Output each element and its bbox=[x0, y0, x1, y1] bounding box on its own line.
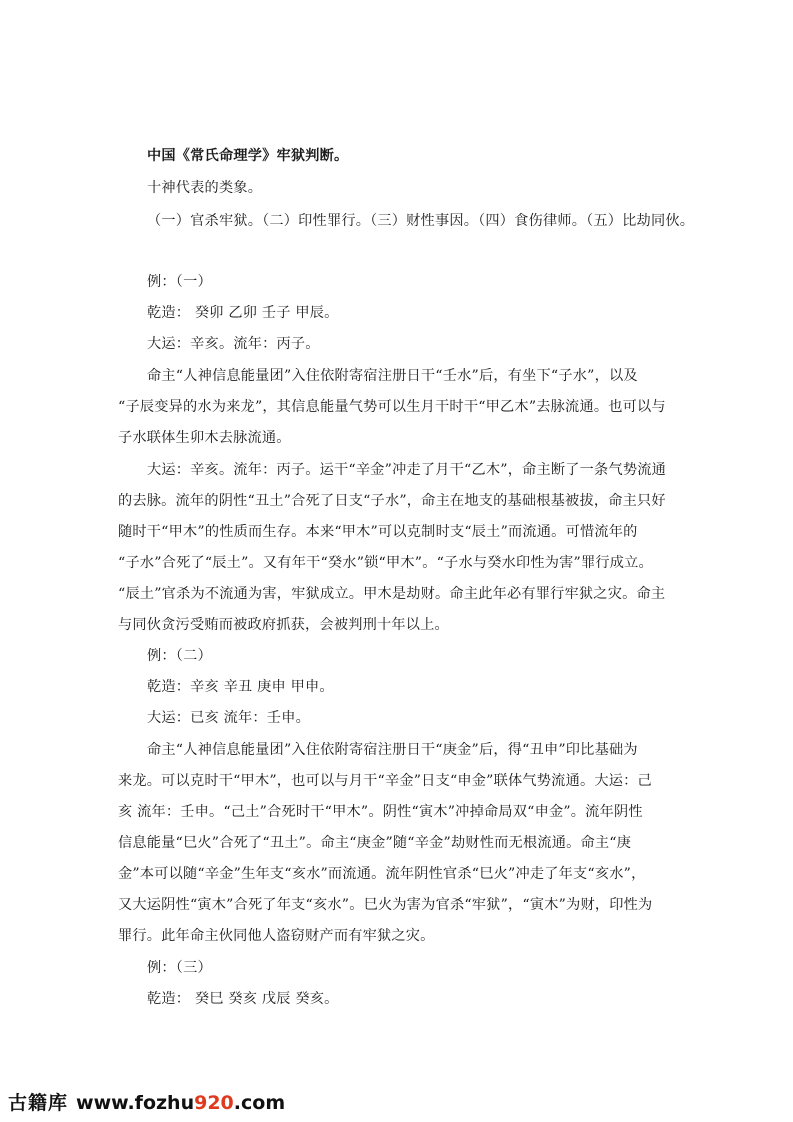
paragraph-line: “辰土”官杀为不流通为害，牢狱成立。甲木是劫财。命主此年必有罪行牢狱之灾。命主 bbox=[118, 586, 666, 602]
paragraph-line: 命主“人神信息能量团”入住依附寄宿注册日干“壬水”后，有坐下“子水”，以及 bbox=[147, 368, 638, 384]
categories-line: （一）官杀牢狱。（二）印性罪行。（三）财性事因。（四）食伤律师。（五）比劫同伙。 bbox=[147, 213, 695, 229]
footer-watermark bbox=[8, 1088, 285, 1115]
example-2-luck: 大运：已亥 流年：壬申。 bbox=[147, 710, 310, 726]
paragraph-line: 的去脉。流年的阴性“丑土”合死了日支“子水”，命主在地支的基础根基被拔，命主只好 bbox=[118, 493, 666, 509]
paragraph-line: 大运：辛亥。流年：丙子。运干“辛金”冲走了月干“乙木”，命主断了一条气势流通 bbox=[147, 462, 666, 478]
paragraph-line: 命主“人神信息能量团”入住依附寄宿注册日干“庚金”后，得“丑申”印比基础为 bbox=[147, 742, 638, 758]
example-2-label: 例：（二） bbox=[147, 648, 212, 664]
paragraph-line: “子水”合死了“辰土”。又有年干“癸水”锁“甲木”。“子水与癸水印性为害”罪行成立。 bbox=[118, 555, 653, 571]
paragraph-line: 随时干“甲木”的性质而生存。本来“甲木”可以克制时支“辰土”而流通。可惜流年的 bbox=[118, 524, 638, 540]
example-3-chart: 乾造： 癸巳 癸亥 戊辰 癸亥。 bbox=[147, 991, 339, 1007]
example-1-luck: 大运：辛亥。流年：丙子。 bbox=[147, 336, 320, 352]
example-3-label: 例：（三） bbox=[147, 960, 212, 976]
paragraph-line: 又大运阴性“寅木”合死了年支“亥水”。巳火为害为官杀“牢狱”，“寅木”为财，印性为 bbox=[118, 897, 653, 913]
paragraph-line: “子辰变异的水为来龙”，其信息能量气势可以生月干时干“甲乙木”去脉流通。也可以与 bbox=[118, 399, 666, 415]
document-title: 中国《常氏命理学》牢狱判断。 bbox=[147, 148, 349, 164]
paragraph-line: 与同伙贪污受贿而被政府抓获，会被判刑十年以上。 bbox=[118, 617, 449, 633]
example-1-chart: 乾造： 癸卯 乙卯 壬子 甲辰。 bbox=[147, 305, 339, 321]
paragraph-line: 信息能量“巳火”合死了“丑土”。命主“庚金”随“辛金”劫财性而无根流通。命主“庚 bbox=[118, 835, 632, 851]
footer-brand: 古籍库 bbox=[8, 1092, 69, 1114]
example-2-chart: 乾造：辛亥 辛丑 庚申 甲申。 bbox=[147, 679, 334, 695]
footer-url-prefix[interactable]: www.fozhu bbox=[76, 1092, 195, 1114]
subtitle: 十神代表的类象。 bbox=[147, 180, 263, 196]
paragraph-line: 金”本可以随“辛金”生年支“亥水”而流通。流年阴性官杀“巳火”冲走了年支“亥水”， bbox=[118, 866, 646, 882]
paragraph-line: 罪行。此年命主伙同他人盗窃财产而有牢狱之灾。 bbox=[118, 928, 435, 944]
example-1-label: 例：（一） bbox=[147, 274, 212, 290]
paragraph-line: 来龙。可以克时干“甲木”，也可以与月干“辛金”日支“申金”联体气势流通。大运：己 bbox=[118, 773, 652, 789]
paragraph-line: 子水联体生卯木去脉流通。 bbox=[118, 430, 291, 446]
paragraph-line: 亥 流年：壬申。“己土”合死时干“甲木”。阴性“寅木”冲掉命局双“申金”。流年阴性 bbox=[118, 804, 643, 820]
footer-url-suffix[interactable]: .com bbox=[233, 1092, 286, 1114]
footer-url-highlight[interactable]: 920 bbox=[194, 1092, 234, 1114]
